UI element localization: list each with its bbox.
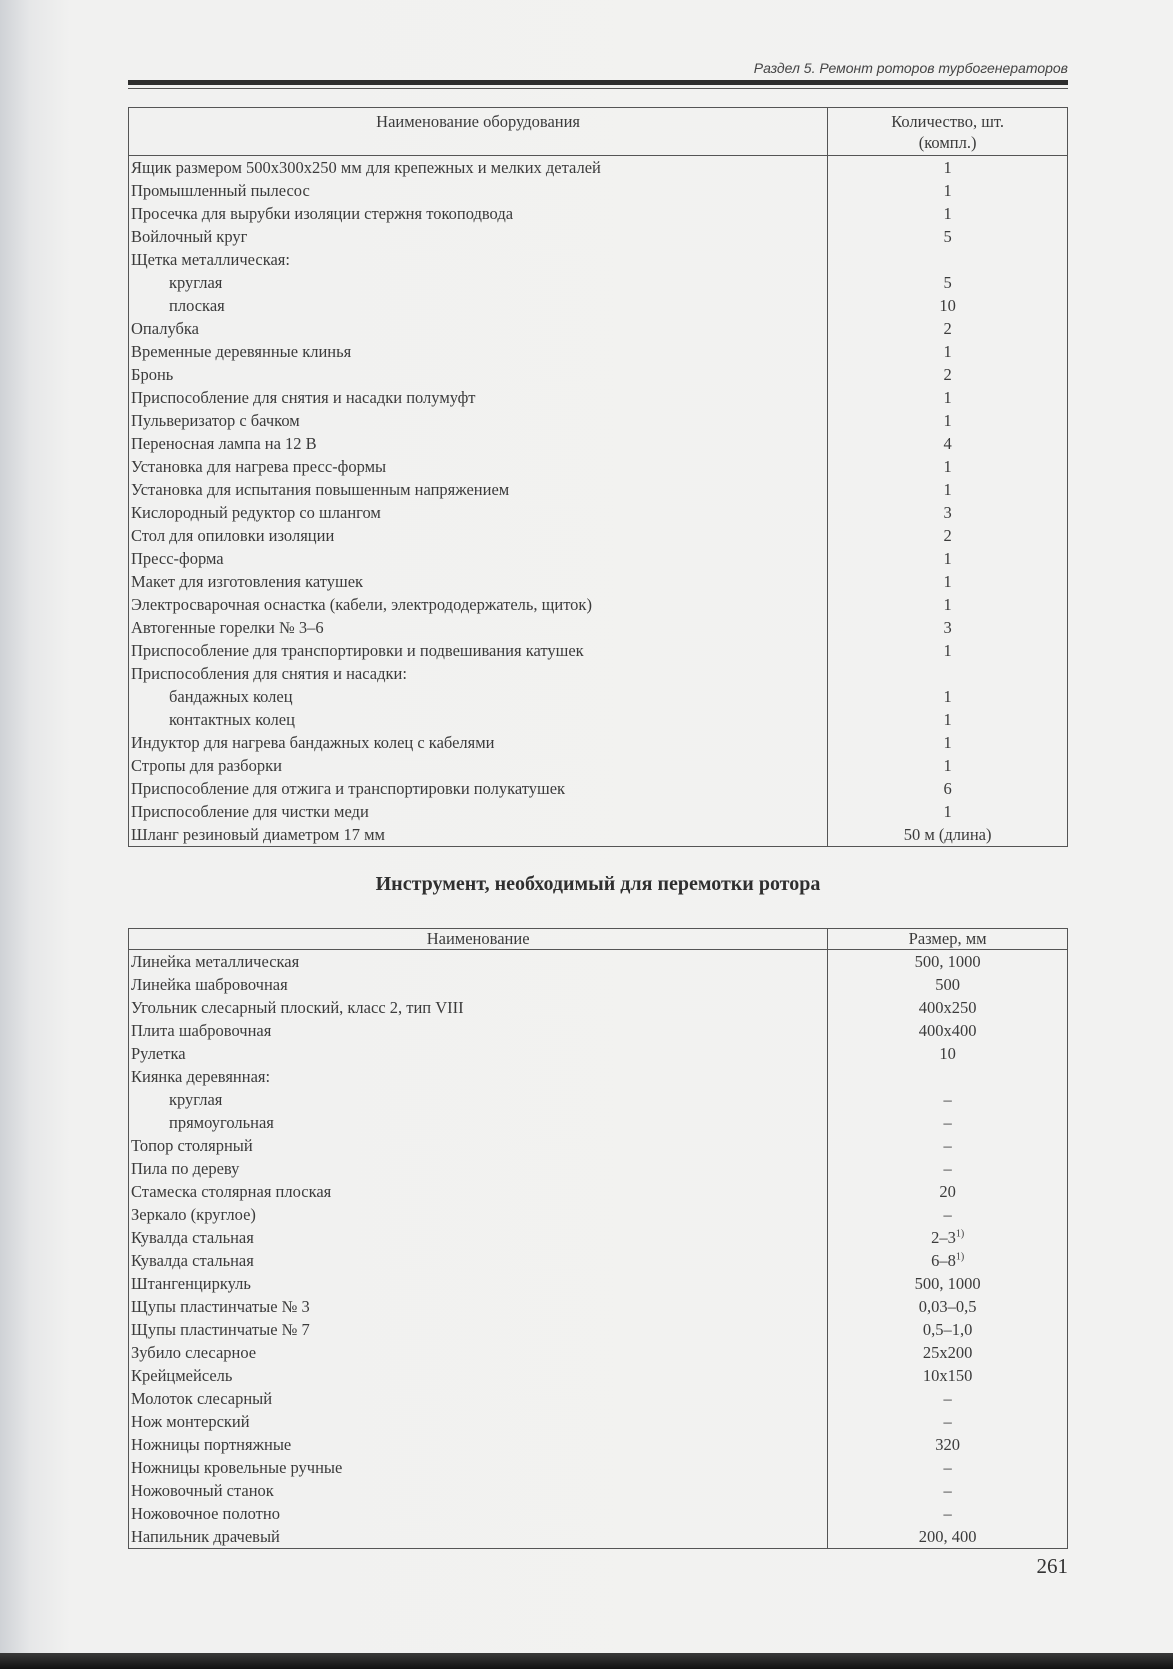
row-value xyxy=(828,823,1068,847)
table-row xyxy=(129,1272,1068,1295)
row-value xyxy=(828,248,1068,271)
row-value-text: 1 xyxy=(943,204,952,223)
header-size: Размер, мм xyxy=(828,929,1068,950)
row-value xyxy=(828,639,1068,662)
row-value xyxy=(828,1479,1068,1502)
row-value xyxy=(828,1341,1068,1364)
row-value xyxy=(828,1318,1068,1341)
table-row xyxy=(129,225,1068,248)
row-value xyxy=(828,1065,1068,1088)
header-equipment-name-text: Наименование оборудования xyxy=(376,112,581,131)
row-value xyxy=(828,1364,1068,1387)
row-name: Плита шабровочная xyxy=(129,1019,828,1042)
table-row xyxy=(129,432,1068,455)
row-value xyxy=(828,202,1068,225)
row-name: Стамеска столярная плоская xyxy=(129,1180,828,1203)
row-name: Зубило слесарное xyxy=(129,1341,828,1364)
table-row xyxy=(129,1180,1068,1203)
page-number: 261 xyxy=(1036,1554,1068,1578)
table-row xyxy=(129,639,1068,662)
row-value xyxy=(828,1410,1068,1433)
row-value xyxy=(828,1134,1068,1157)
table-row xyxy=(129,1249,1068,1272)
table-row xyxy=(129,363,1068,386)
table-row xyxy=(129,1295,1068,1318)
row-value-text: 200, 400 xyxy=(918,1527,977,1546)
table-row xyxy=(129,156,1068,180)
row-name: Ножницы портняжные xyxy=(129,1433,828,1456)
row-value xyxy=(828,386,1068,409)
row-value-text: – xyxy=(943,1136,952,1155)
row-value xyxy=(828,1295,1068,1318)
row-value-text: 0,5–1,0 xyxy=(922,1320,973,1339)
row-name: Электросварочная оснастка (кабели, электрододержатель, щиток) xyxy=(129,593,828,616)
row-value-text: 400x250 xyxy=(918,998,977,1017)
table-row xyxy=(129,973,1068,996)
row-name: Приспособления для снятия и насадки: xyxy=(129,662,828,685)
row-value xyxy=(828,156,1068,180)
table-row xyxy=(129,1042,1068,1065)
row-name: Кислородный редуктор со шлангом xyxy=(129,501,828,524)
row-name: Ножницы кровельные ручные xyxy=(129,1456,828,1479)
table-row xyxy=(129,386,1068,409)
row-value-text: 1 xyxy=(943,388,952,407)
row-name: круглая xyxy=(129,1088,828,1111)
row-name: Ножовочное полотно xyxy=(129,1502,828,1525)
footnote-marker: 1) xyxy=(955,1251,965,1263)
row-value xyxy=(828,777,1068,800)
row-value-text: 4 xyxy=(943,434,952,453)
table-row xyxy=(129,179,1068,202)
table-row xyxy=(129,524,1068,547)
row-value xyxy=(828,524,1068,547)
row-value xyxy=(828,1433,1068,1456)
row-value-text: – xyxy=(943,1205,952,1224)
row-value-text: 400x400 xyxy=(918,1021,977,1040)
row-value-text: 25x200 xyxy=(922,1343,973,1362)
row-value-text: 1 xyxy=(943,342,952,361)
row-name: Щетка металлическая: xyxy=(129,248,828,271)
row-value-text: 1 xyxy=(943,687,952,706)
row-name: бандажных колец xyxy=(129,685,828,708)
row-name: Бронь xyxy=(129,363,828,386)
row-name: Щупы пластинчатые № 7 xyxy=(129,1318,828,1341)
header-equipment-name xyxy=(129,108,828,156)
row-value-text: 1 xyxy=(943,572,952,591)
row-name: прямоугольная xyxy=(129,1111,828,1134)
row-value xyxy=(828,973,1068,996)
row-value-text: 1 xyxy=(943,549,952,568)
table-row xyxy=(129,662,1068,685)
table-row xyxy=(129,271,1068,294)
row-value xyxy=(828,996,1068,1019)
row-value xyxy=(828,1019,1068,1042)
table-row xyxy=(129,409,1068,432)
table-row xyxy=(129,1065,1068,1088)
equipment-table xyxy=(128,107,1068,847)
table-row xyxy=(129,294,1068,317)
footnote-marker: 1) xyxy=(955,1228,965,1240)
row-name: Кувалда стальная xyxy=(129,1226,828,1249)
row-value-text: 1 xyxy=(943,411,952,430)
row-value xyxy=(828,1502,1068,1525)
row-name: Киянка деревянная: xyxy=(129,1065,828,1088)
table-row xyxy=(129,248,1068,271)
table-row xyxy=(129,1226,1068,1249)
row-value-text: 6–8 xyxy=(931,1251,956,1270)
row-value xyxy=(828,1042,1068,1065)
table-row xyxy=(129,1456,1068,1479)
table-header-row xyxy=(129,108,1068,156)
row-value xyxy=(828,754,1068,777)
table-row xyxy=(129,950,1068,974)
row-value xyxy=(828,1088,1068,1111)
table-row xyxy=(129,593,1068,616)
row-value-text: – xyxy=(943,1113,952,1132)
row-value xyxy=(828,1203,1068,1226)
table-row xyxy=(129,1203,1068,1226)
row-name: Опалубка xyxy=(129,317,828,340)
row-name: Приспособление для чистки меди xyxy=(129,800,828,823)
row-value-text: – xyxy=(943,1412,952,1431)
row-value xyxy=(828,1387,1068,1410)
row-name: Зеркало (круглое) xyxy=(129,1203,828,1226)
row-name: Стропы для разборки xyxy=(129,754,828,777)
row-name: Временные деревянные клинья xyxy=(129,340,828,363)
table-row xyxy=(129,1433,1068,1456)
row-value xyxy=(828,570,1068,593)
table-row xyxy=(129,1318,1068,1341)
row-value-text: 1 xyxy=(943,158,952,177)
row-value xyxy=(828,478,1068,501)
row-value xyxy=(828,685,1068,708)
row-value xyxy=(828,409,1068,432)
row-name: Просечка для вырубки изоляции стержня токоподвода xyxy=(129,202,828,225)
row-value xyxy=(828,225,1068,248)
row-name: Автогенные горелки № 3–6 xyxy=(129,616,828,639)
table-row xyxy=(129,1525,1068,1549)
row-value xyxy=(828,432,1068,455)
row-name: Переносная лампа на 12 В xyxy=(129,432,828,455)
row-value-text: 2–3 xyxy=(931,1228,956,1247)
row-value xyxy=(828,1456,1068,1479)
row-name: Пила по дереву xyxy=(129,1157,828,1180)
row-value-text: 1 xyxy=(943,756,952,775)
row-name: Стол для опиловки изоляции xyxy=(129,524,828,547)
scan-edge xyxy=(0,1653,1173,1669)
row-value xyxy=(828,1111,1068,1134)
row-name: Штангенциркуль xyxy=(129,1272,828,1295)
row-value xyxy=(828,662,1068,685)
table-row xyxy=(129,1019,1068,1042)
row-value xyxy=(828,950,1068,974)
table-row xyxy=(129,1479,1068,1502)
row-value-text: – xyxy=(943,1159,952,1178)
row-value-text: 10 xyxy=(939,1044,956,1063)
row-name: Линейка шабровочная xyxy=(129,973,828,996)
row-name: Крейцмейсель xyxy=(129,1364,828,1387)
row-value xyxy=(828,731,1068,754)
row-name: Ящик размером 500x300x250 мм для крепежных и мелких деталей xyxy=(129,156,828,180)
row-name: Установка для нагрева пресс-формы xyxy=(129,455,828,478)
row-value xyxy=(828,1180,1068,1203)
row-name: круглая xyxy=(129,271,828,294)
row-value xyxy=(828,1249,1068,1272)
equipment-table-body xyxy=(129,156,1068,847)
row-value-text: – xyxy=(943,1389,952,1408)
row-value-text: 20 xyxy=(939,1182,956,1201)
table-row xyxy=(129,616,1068,639)
row-name: Топор столярный xyxy=(129,1134,828,1157)
table-row xyxy=(129,685,1068,708)
running-head: Раздел 5. Ремонт роторов турбогенераторов xyxy=(753,60,1068,76)
table-header-row xyxy=(129,929,1068,950)
table-row xyxy=(129,478,1068,501)
table-row xyxy=(129,547,1068,570)
row-name: Нож монтерский xyxy=(129,1410,828,1433)
row-name: Индуктор для нагрева бандажных колец с кабелями xyxy=(129,731,828,754)
row-name: Войлочный круг xyxy=(129,225,828,248)
table-row xyxy=(129,1088,1068,1111)
row-value xyxy=(828,547,1068,570)
table-row xyxy=(129,708,1068,731)
row-name: Угольник слесарный плоский, класс 2, тип VIII xyxy=(129,996,828,1019)
table-row xyxy=(129,1387,1068,1410)
row-value-text: 1 xyxy=(943,710,952,729)
table-row xyxy=(129,777,1068,800)
header-rule xyxy=(128,80,1068,85)
row-value-text: 10 xyxy=(939,296,956,315)
row-value-text: 320 xyxy=(935,1435,960,1454)
table-row xyxy=(129,455,1068,478)
row-value-text: 1 xyxy=(943,480,952,499)
row-value xyxy=(828,271,1068,294)
section-title: Инструмент, необходимый для перемотки ротора xyxy=(375,873,821,895)
table-row xyxy=(129,1341,1068,1364)
row-value xyxy=(828,363,1068,386)
row-name: Пульверизатор с бачком xyxy=(129,409,828,432)
row-name: Рулетка xyxy=(129,1042,828,1065)
table-row xyxy=(129,202,1068,225)
table-row xyxy=(129,1410,1068,1433)
row-value-text: 1 xyxy=(943,802,952,821)
row-name: Напильник драчевый xyxy=(129,1525,828,1549)
table-row xyxy=(129,1134,1068,1157)
row-value-text: 500, 1000 xyxy=(914,952,981,971)
row-name: Кувалда стальная xyxy=(129,1249,828,1272)
row-value-text: – xyxy=(943,1458,952,1477)
row-value xyxy=(828,1226,1068,1249)
row-value xyxy=(828,1525,1068,1549)
row-value-text: 1 xyxy=(943,641,952,660)
table-row xyxy=(129,1502,1068,1525)
table-row xyxy=(129,800,1068,823)
row-value xyxy=(828,1272,1068,1295)
table-row xyxy=(129,1364,1068,1387)
row-value-text: 10x150 xyxy=(922,1366,973,1385)
row-name: контактных колец xyxy=(129,708,828,731)
row-name: Приспособление для отжига и транспортировки полукатушек xyxy=(129,777,828,800)
row-value-text: 6 xyxy=(943,779,952,798)
row-value-text: 2 xyxy=(943,319,952,338)
row-value xyxy=(828,317,1068,340)
row-value xyxy=(828,708,1068,731)
row-name: плоская xyxy=(129,294,828,317)
tools-table-body xyxy=(129,950,1068,1549)
row-value xyxy=(828,340,1068,363)
row-value-text: 1 xyxy=(943,181,952,200)
row-name: Приспособление для снятия и насадки полумуфт xyxy=(129,386,828,409)
row-value-text: 3 xyxy=(943,503,952,522)
row-value xyxy=(828,593,1068,616)
row-value xyxy=(828,800,1068,823)
row-value xyxy=(828,179,1068,202)
row-name: Линейка металлическая xyxy=(129,950,828,974)
table-row xyxy=(129,731,1068,754)
table-row xyxy=(129,570,1068,593)
row-name: Промышленный пылесос xyxy=(129,179,828,202)
row-value xyxy=(828,455,1068,478)
row-value-text: 2 xyxy=(943,526,952,545)
row-name: Пресс-форма xyxy=(129,547,828,570)
row-value-text: – xyxy=(943,1504,952,1523)
table-row xyxy=(129,340,1068,363)
row-value xyxy=(828,1157,1068,1180)
row-value-text: 500 xyxy=(935,975,960,994)
row-value-text: – xyxy=(943,1090,952,1109)
row-value-text: 5 xyxy=(943,273,952,292)
table-row xyxy=(129,317,1068,340)
row-value-text: 5 xyxy=(943,227,952,246)
tools-table xyxy=(128,928,1068,1549)
row-name: Молоток слесарный xyxy=(129,1387,828,1410)
row-value-text: 1 xyxy=(943,733,952,752)
row-value-text: – xyxy=(943,1481,952,1500)
row-value-text: 2 xyxy=(943,365,952,384)
row-value-text: 50 м (длина) xyxy=(903,825,992,844)
table-row xyxy=(129,754,1068,777)
row-value xyxy=(828,616,1068,639)
row-value xyxy=(828,294,1068,317)
row-value-text: 500, 1000 xyxy=(914,1274,981,1293)
table-row xyxy=(129,996,1068,1019)
table-row xyxy=(129,823,1068,847)
row-value-text: 1 xyxy=(943,595,952,614)
row-name: Шланг резиновый диаметром 17 мм xyxy=(129,823,828,847)
header-tool-name: Наименование xyxy=(129,929,828,950)
row-name: Ножовочный станок xyxy=(129,1479,828,1502)
table-row xyxy=(129,1157,1068,1180)
header-rule-thin xyxy=(128,88,1068,89)
row-name: Щупы пластинчатые № 3 xyxy=(129,1295,828,1318)
table-row xyxy=(129,1111,1068,1134)
row-name: Макет для изготовления катушек xyxy=(129,570,828,593)
row-name: Установка для испытания повышенным напряжением xyxy=(129,478,828,501)
table-row xyxy=(129,501,1068,524)
row-value-text: 0,03–0,5 xyxy=(918,1297,977,1316)
row-value xyxy=(828,501,1068,524)
row-value-text: 3 xyxy=(943,618,952,637)
header-quantity: Количество, шт. (компл.) xyxy=(828,108,1068,156)
row-name: Приспособление для транспортировки и подвешивания катушек xyxy=(129,639,828,662)
row-value-text: 1 xyxy=(943,457,952,476)
